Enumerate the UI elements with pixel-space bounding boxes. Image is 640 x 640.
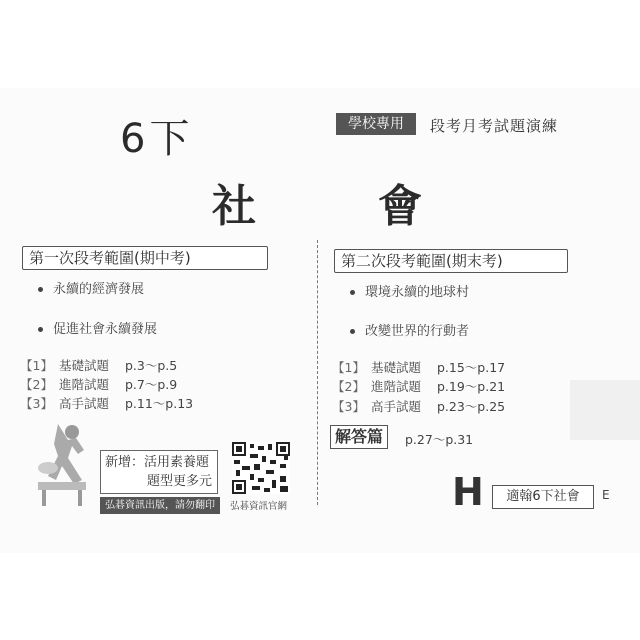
first-exam-range-title: 第一次段考範圍(期中考) — [22, 246, 268, 270]
bullet-dot — [38, 327, 43, 332]
subject-title-char-1: 社 — [212, 181, 256, 232]
publisher-notice: 弘碁資訊出版，請勿翻印 — [100, 497, 220, 514]
qr-code — [232, 442, 290, 494]
practice-row: 【3】 高手試題 p.11～p.13 — [20, 396, 194, 411]
practice-row: 【1】 基礎試題 p.3～p.5 — [20, 358, 178, 373]
grade-label: 6下 — [120, 116, 194, 162]
second-exam-range-title: 第二次段考範圍(期末考) — [334, 249, 568, 273]
new-content-line-1: 新增：活用素養題 — [105, 455, 210, 470]
subject-title-char-2: 會 — [378, 181, 422, 232]
first-range-unit: 促進社會永續發展 — [38, 318, 157, 337]
school-use-badge: 學校專用 — [336, 113, 416, 135]
bullet-dot — [350, 290, 355, 295]
bullet-dot — [38, 287, 43, 292]
qr-caption: 弘碁資訊官網 — [230, 501, 288, 512]
practice-row: 【2】 進階試題 p.19～p.21 — [332, 379, 506, 394]
new-content-note — [100, 450, 218, 494]
practice-row: 【2】 進階試題 p.7～p.9 — [20, 377, 178, 392]
practice-row: 【3】 高手試題 p.23～p.25 — [332, 399, 506, 414]
bullet-dot — [350, 329, 355, 334]
new-content-line-2: 題型更多元 — [147, 474, 213, 489]
center-divider — [317, 240, 318, 505]
background-shade — [570, 380, 640, 440]
second-range-unit: 改變世界的行動者 — [350, 320, 469, 339]
student-illustration — [28, 410, 102, 508]
series-letter: H — [452, 470, 484, 514]
first-range-unit: 永續的經濟發展 — [38, 278, 144, 297]
book-code: 適翰6下社會 — [492, 485, 594, 509]
second-range-unit: 環境永續的地球村 — [350, 281, 469, 300]
answer-section-label: 解答篇 — [330, 425, 388, 449]
practice-row: 【1】 基礎試題 p.15～p.17 — [332, 360, 506, 375]
edition-mark: E — [602, 488, 610, 502]
answer-section-pages: p.27～p.31 — [405, 432, 474, 447]
series-name: 段考月考試題演練 — [430, 117, 559, 135]
